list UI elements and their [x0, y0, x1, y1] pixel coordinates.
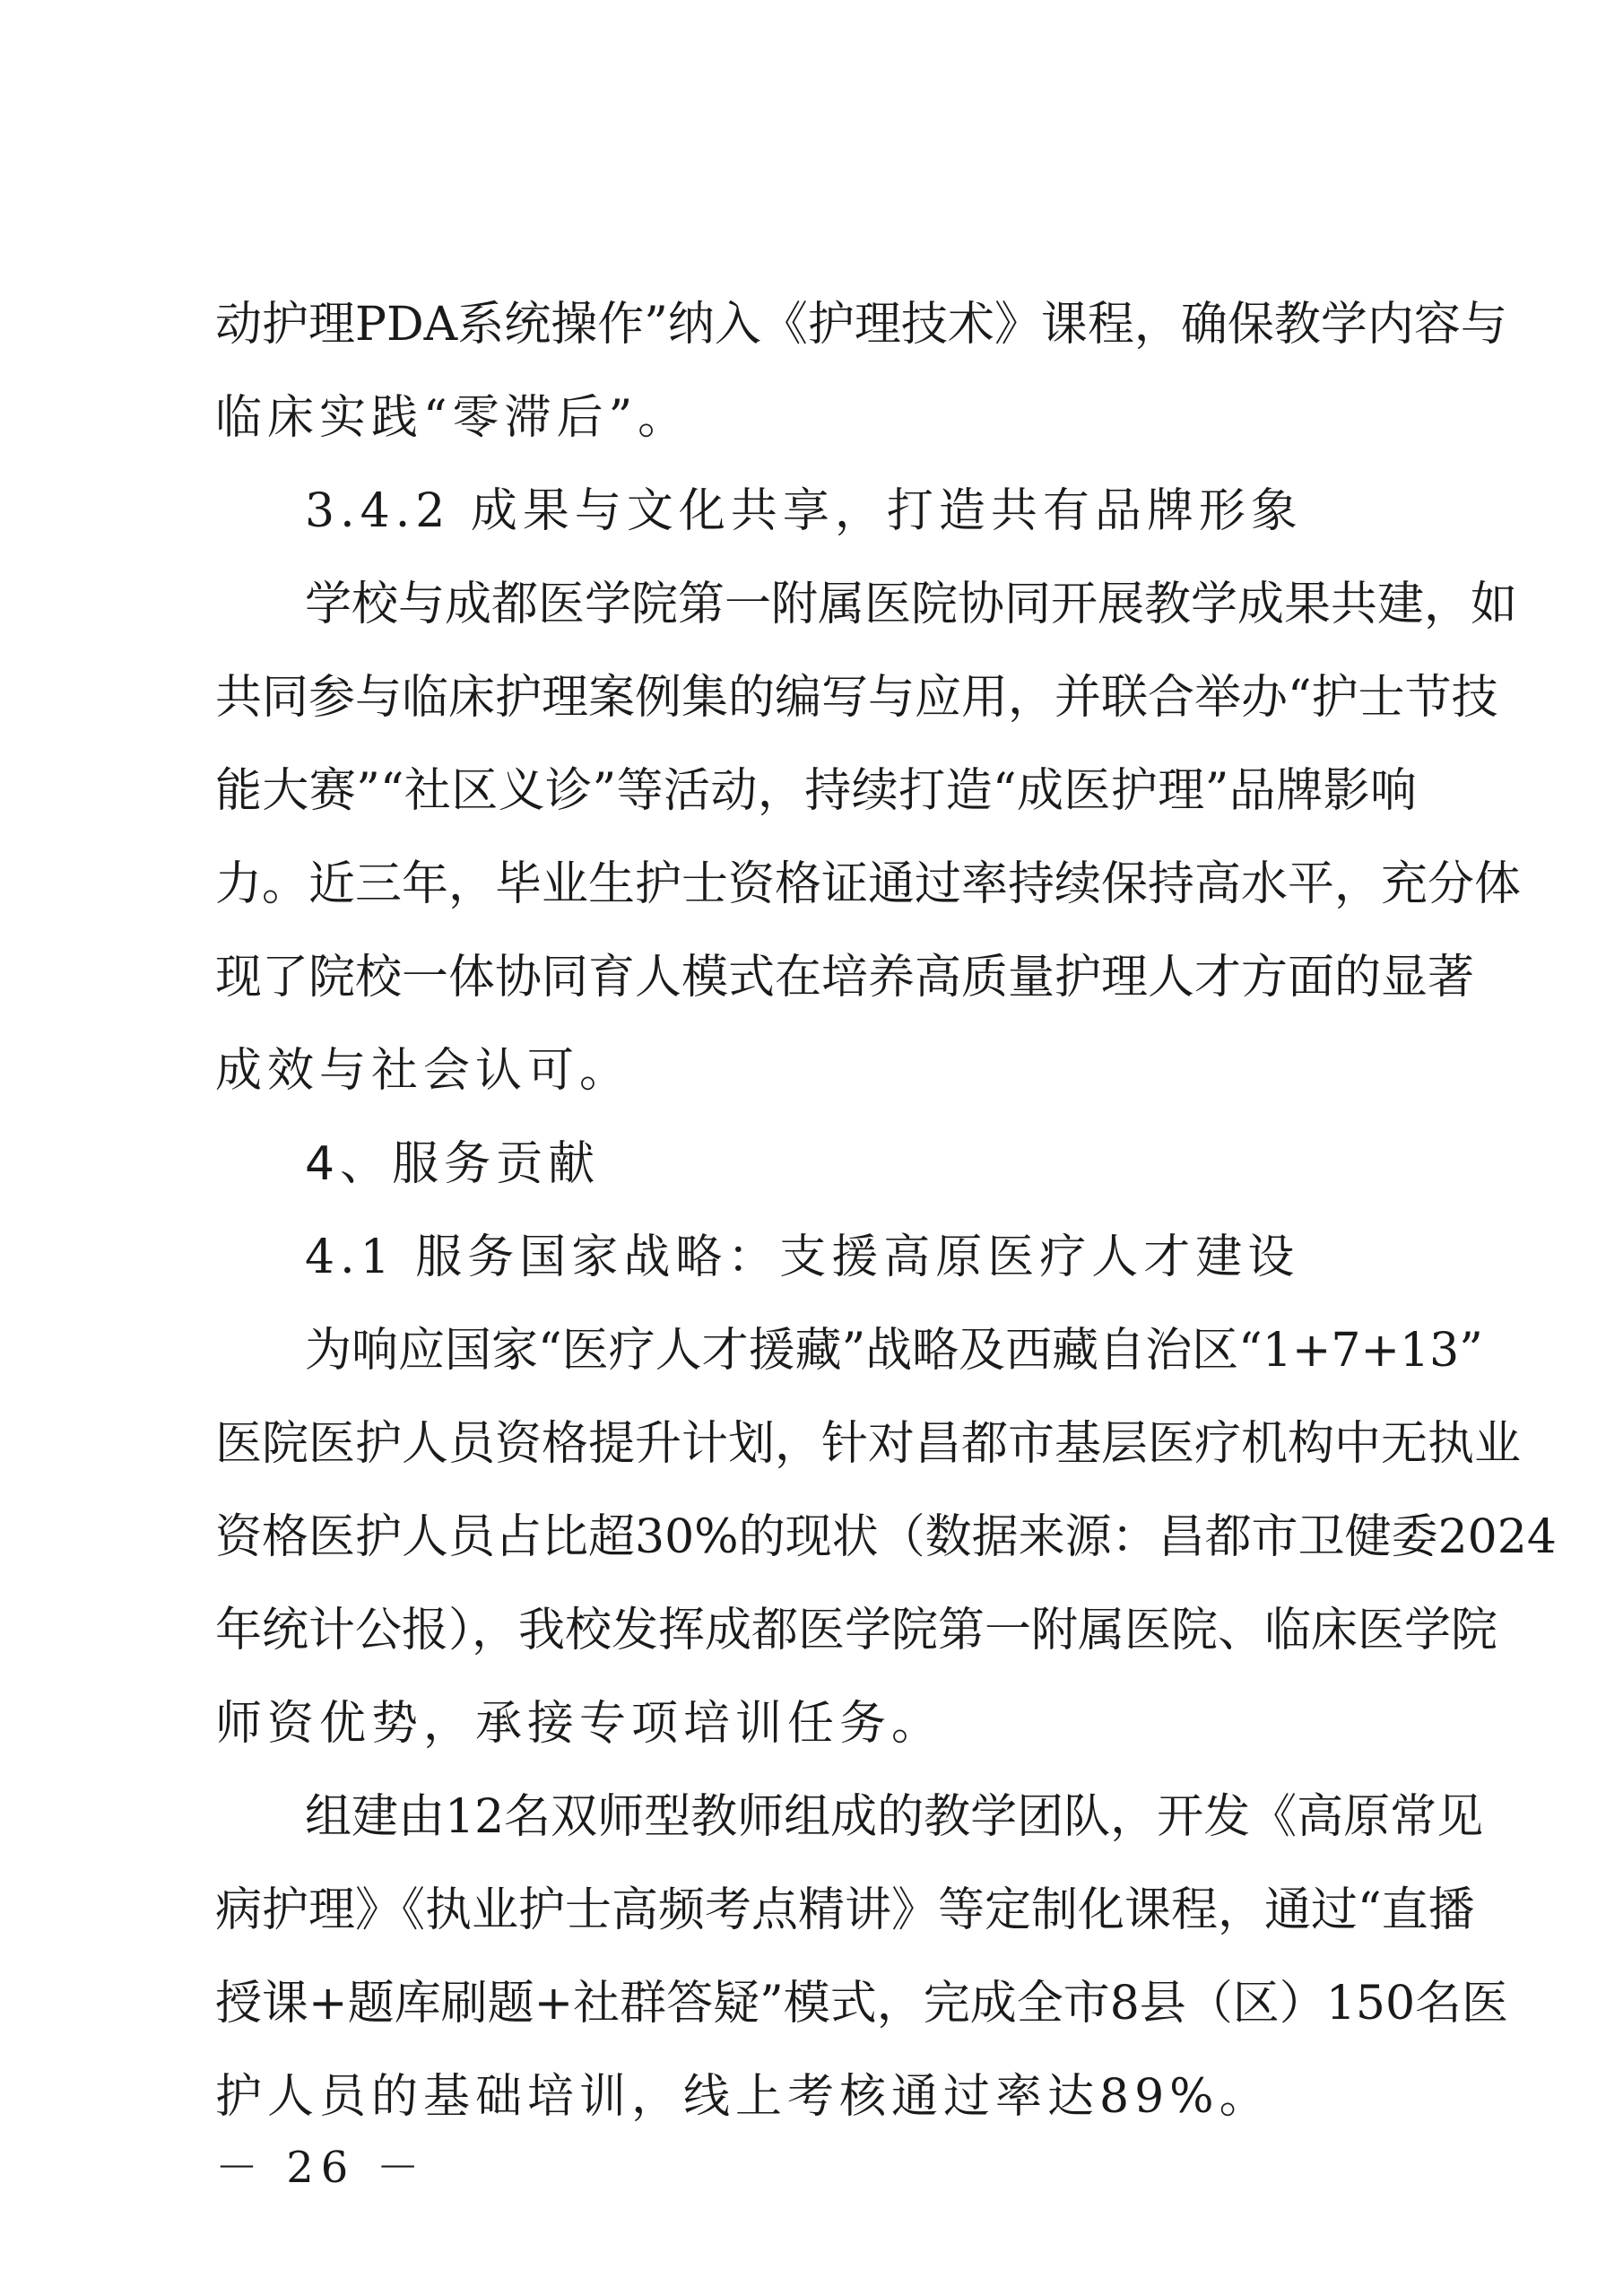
section-heading-4: 4、服务贡献: [305, 1137, 601, 1191]
paragraph-line: 共同参与临床护理案例集的编写与应用，并联合举办“护士节技: [215, 671, 1498, 725]
paragraph-line: 师资优势，承接专项培训任务。: [215, 1697, 944, 1751]
section-heading-4-1: 4.1 服务国家战略：支援高原医疗人才建设: [305, 1231, 1300, 1284]
paragraph-line: 护人员的基础培训，线上考核通过率达89%。: [215, 2070, 1271, 2124]
page-number: － 26 －: [215, 2143, 427, 2193]
paragraph-line: 为响应国家“医疗人才援藏”战略及西藏自治区“1+7+13”: [305, 1324, 1483, 1378]
paragraph-line: 病护理》《执业护士高频考点精讲》等定制化课程，通过“直播: [215, 1883, 1475, 1937]
paragraph-line: 学校与成都医学院第一附属医院协同开展教学成果共建，如: [305, 578, 1518, 631]
paragraph-line: 现了院校一体协同育人模式在培养高质量护理人才方面的显著: [215, 951, 1475, 1004]
paragraph-line: 组建由12名双师型教师组成的教学团队，开发《高原常见: [305, 1790, 1484, 1844]
paragraph-line: 临床实践“零滞后”。: [215, 391, 690, 445]
paragraph-line: 年统计公报），我校发挥成都医学院第一附属医院、临床医学院: [215, 1604, 1498, 1657]
paragraph-line: 成效与社会认可。: [215, 1044, 632, 1098]
paragraph-line: 授课+题库刷题+社群答疑”模式，完成全市8县（区）150名医: [215, 1977, 1509, 2031]
paragraph-line: 动护理PDA系统操作”纳入《护理技术》课程，确保教学内容与: [215, 298, 1507, 352]
paragraph-line: 医院医护人员资格提升计划，针对昌都市基层医疗机构中无执业: [215, 1417, 1522, 1471]
paragraph-line: 力。近三年，毕业生护士资格证通过率持续保持高水平，充分体: [215, 857, 1522, 911]
paragraph-line: 资格医护人员占比超30%的现状（数据来源：昌都市卫健委2024: [215, 1510, 1557, 1564]
paragraph-line: 能大赛”“社区义诊”等活动，持续打造“成医护理”品牌影响: [215, 764, 1417, 818]
section-heading-3-4-2: 3.4.2 成果与文化共享，打造共有品牌形象: [305, 484, 1303, 538]
